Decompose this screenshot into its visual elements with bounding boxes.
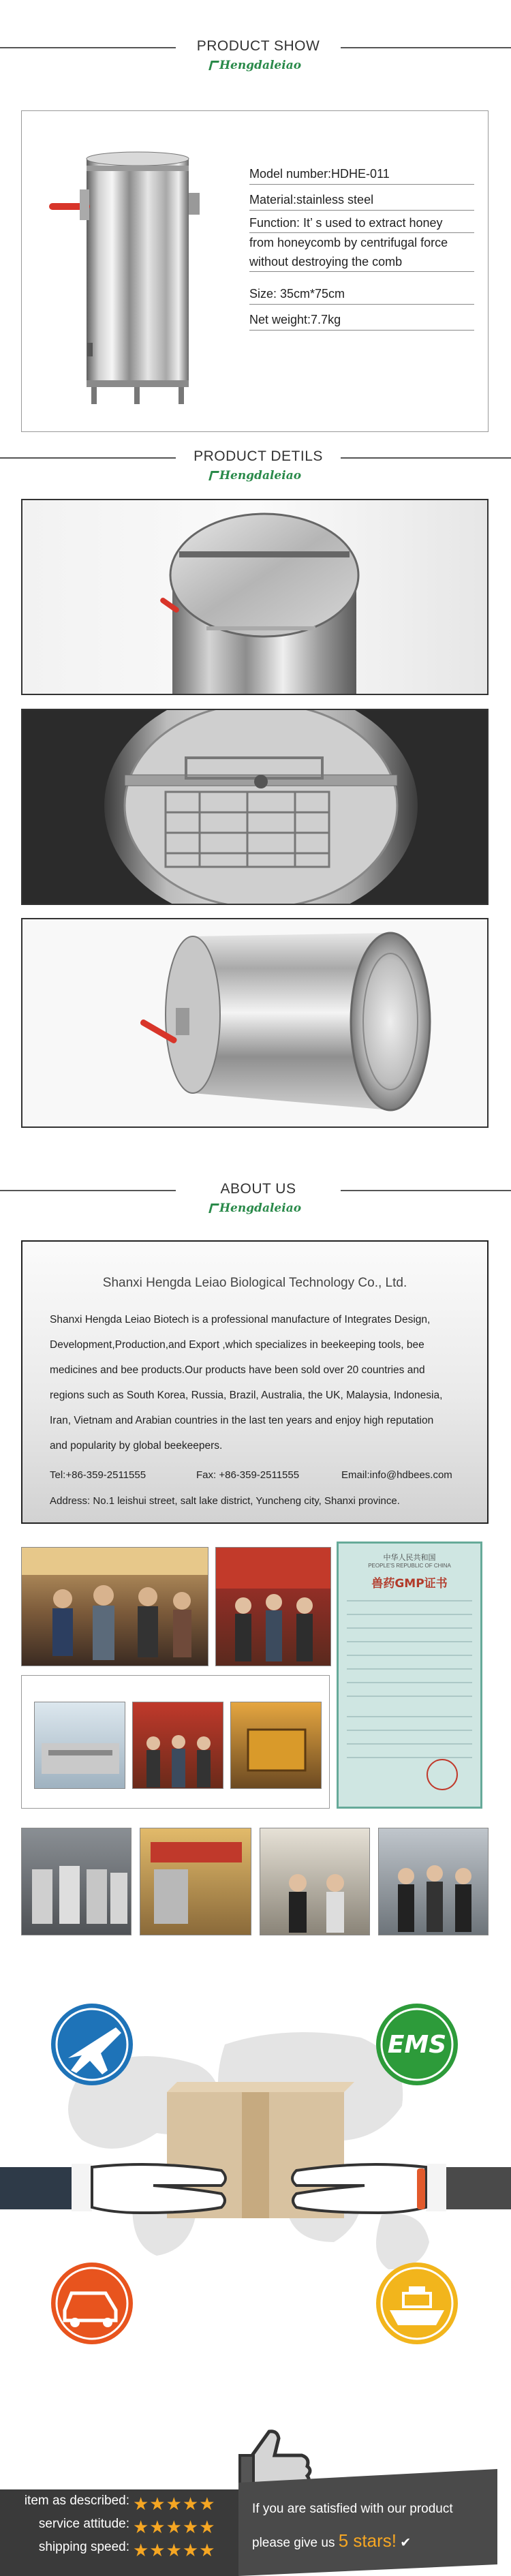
spec-model: Model number:HDHE-011 xyxy=(249,167,474,185)
certificate-title: 兽药GMP证书 xyxy=(371,1577,448,1591)
description-line: regions such as South Korea, Russia, Brazil, Australia, the UK, Malaysia, Indonesia, xyxy=(50,1390,443,1401)
people-group-image xyxy=(133,1702,223,1789)
global-shipping-graphic xyxy=(0,1956,511,2399)
certificate-header-cn: 中华人民共和国 xyxy=(383,1554,436,1562)
photo-collage-box xyxy=(21,1675,330,1809)
description-line: Shanxi Hengda Leiao Biotech is a professional manufacture of Integrates Design, xyxy=(50,1314,431,1325)
exhibition-photo xyxy=(21,1547,208,1666)
rating-label: service attitude: xyxy=(38,2517,129,2531)
brand-mark-icon xyxy=(208,61,219,70)
extractor-stock-image xyxy=(22,1828,131,1935)
extractor-lid-image xyxy=(22,500,489,695)
detail-photo-lid xyxy=(21,499,489,695)
description-line: medicines and bee products.Our products have been sold over 20 countries and xyxy=(50,1364,425,1376)
rating-banner xyxy=(0,2428,511,2576)
rating-message-line2 xyxy=(252,2530,411,2551)
people-group-image xyxy=(260,1828,370,1935)
rating-label: item as described: xyxy=(24,2494,129,2508)
spec-function-line: Function: It’ s used to extract honey xyxy=(249,213,474,233)
warehouse-photo xyxy=(21,1828,131,1935)
description-line: and popularity by global beekeepers. xyxy=(50,1440,223,1452)
header-line-right xyxy=(341,47,511,48)
honeycomb-frame-image xyxy=(231,1702,322,1789)
contact-address: Address: No.1 leishui street, salt lake district, Yuncheng city, Shanxi province. xyxy=(50,1495,400,1507)
svg-text:EMS: EMS xyxy=(387,2031,447,2059)
rating-label: shipping speed: xyxy=(38,2540,129,2554)
ratings-panel xyxy=(0,2489,238,2576)
ship-icon xyxy=(376,2263,458,2344)
partners-photo xyxy=(378,1828,489,1935)
star-rating-icon: ★★★★★ xyxy=(133,2540,216,2560)
contact-email: Email:info@hdbees.com xyxy=(341,1469,452,1481)
exhibition-photo xyxy=(215,1547,331,1666)
brand-text: Hengdaleiao xyxy=(219,59,302,72)
product-show-header xyxy=(0,34,511,89)
factory-building-image xyxy=(35,1702,125,1789)
team-photo xyxy=(132,1702,223,1789)
gmp-certificate xyxy=(337,1542,482,1809)
brand-logo xyxy=(0,59,511,72)
detail-photo-inside xyxy=(21,709,489,905)
spec-size: Size: 35cm*75cm xyxy=(249,287,474,305)
spec-function-line: without destroying the comb xyxy=(249,252,474,272)
section-title: ABOUT US xyxy=(220,1181,296,1197)
contact-tel: Tel:+86-359-2511555 xyxy=(50,1469,146,1481)
section-title: PRODUCT SHOW xyxy=(196,38,320,54)
detail-photo-side xyxy=(21,918,489,1128)
rating-five-stars-text: 5 stars! xyxy=(338,2530,397,2551)
booth-photo xyxy=(140,1828,251,1935)
contact-fax: Fax: +86-359-2511555 xyxy=(196,1469,300,1481)
honey-extractor-image xyxy=(49,138,219,411)
company-name: Shanxi Hengda Leiao Biological Technology Co., Ltd. xyxy=(102,1276,407,1290)
star-rating-icon: ★★★★★ xyxy=(133,2517,216,2537)
header-line-left xyxy=(0,457,176,459)
people-group-image xyxy=(216,1548,331,1666)
header-line-right xyxy=(341,457,511,459)
left-hand-icon xyxy=(0,2164,226,2213)
brand-logo xyxy=(0,469,511,482)
factory-photo xyxy=(34,1702,125,1789)
header-line-left xyxy=(0,47,176,48)
section-title: PRODUCT DETILS xyxy=(193,448,323,464)
brand-logo xyxy=(0,1201,511,1215)
brand-text: Hengdaleiao xyxy=(219,469,302,482)
exhibition-booth-image xyxy=(140,1828,251,1935)
company-description xyxy=(50,1307,479,1458)
message-panel-bg xyxy=(238,2469,511,2576)
brand-text: Hengdaleiao xyxy=(219,1201,302,1215)
people-group-image xyxy=(22,1548,208,1666)
spec-function-line: from honeycomb by centrifugal force xyxy=(249,236,448,249)
about-company-panel xyxy=(21,1240,489,1524)
rating-message-line1: If you are satisfied with our product xyxy=(252,2502,453,2516)
people-group-image xyxy=(379,1828,489,1935)
rating-message-prefix: please give us xyxy=(252,2536,339,2550)
about-us-header xyxy=(0,1177,511,1231)
spec-weight: Net weight:7.7kg xyxy=(249,313,474,331)
certificate-body-lines xyxy=(347,1594,472,1798)
star-rating-icon: ★★★★★ xyxy=(133,2494,216,2514)
brand-mark-icon xyxy=(208,471,219,480)
description-line: Development,Production,and Export ,which specializes in beekeeping tools, bee xyxy=(50,1339,424,1351)
header-line-right xyxy=(341,1190,511,1191)
extractor-side-image xyxy=(22,919,489,1128)
product-show-panel xyxy=(21,110,489,432)
right-hand-icon xyxy=(292,2164,511,2213)
description-line: Iran, Vietnam and Arabian countries in the last ten years and enjoy high reputation xyxy=(50,1415,434,1426)
truck-icon xyxy=(51,2263,133,2344)
product-details-header xyxy=(0,444,511,499)
spec-function xyxy=(249,213,474,272)
extractor-basket-image xyxy=(22,710,489,905)
spec-material: Material:stainless steel xyxy=(249,193,474,211)
checkmark-icon: ✔ xyxy=(400,2536,412,2550)
header-line-left xyxy=(0,1190,176,1191)
beekeeping-photo xyxy=(230,1702,322,1789)
meeting-photo xyxy=(260,1828,370,1935)
brand-mark-icon xyxy=(208,1203,219,1213)
certificate-header-en: PEOPLE'S REPUBLIC OF CHINA xyxy=(368,1563,451,1569)
